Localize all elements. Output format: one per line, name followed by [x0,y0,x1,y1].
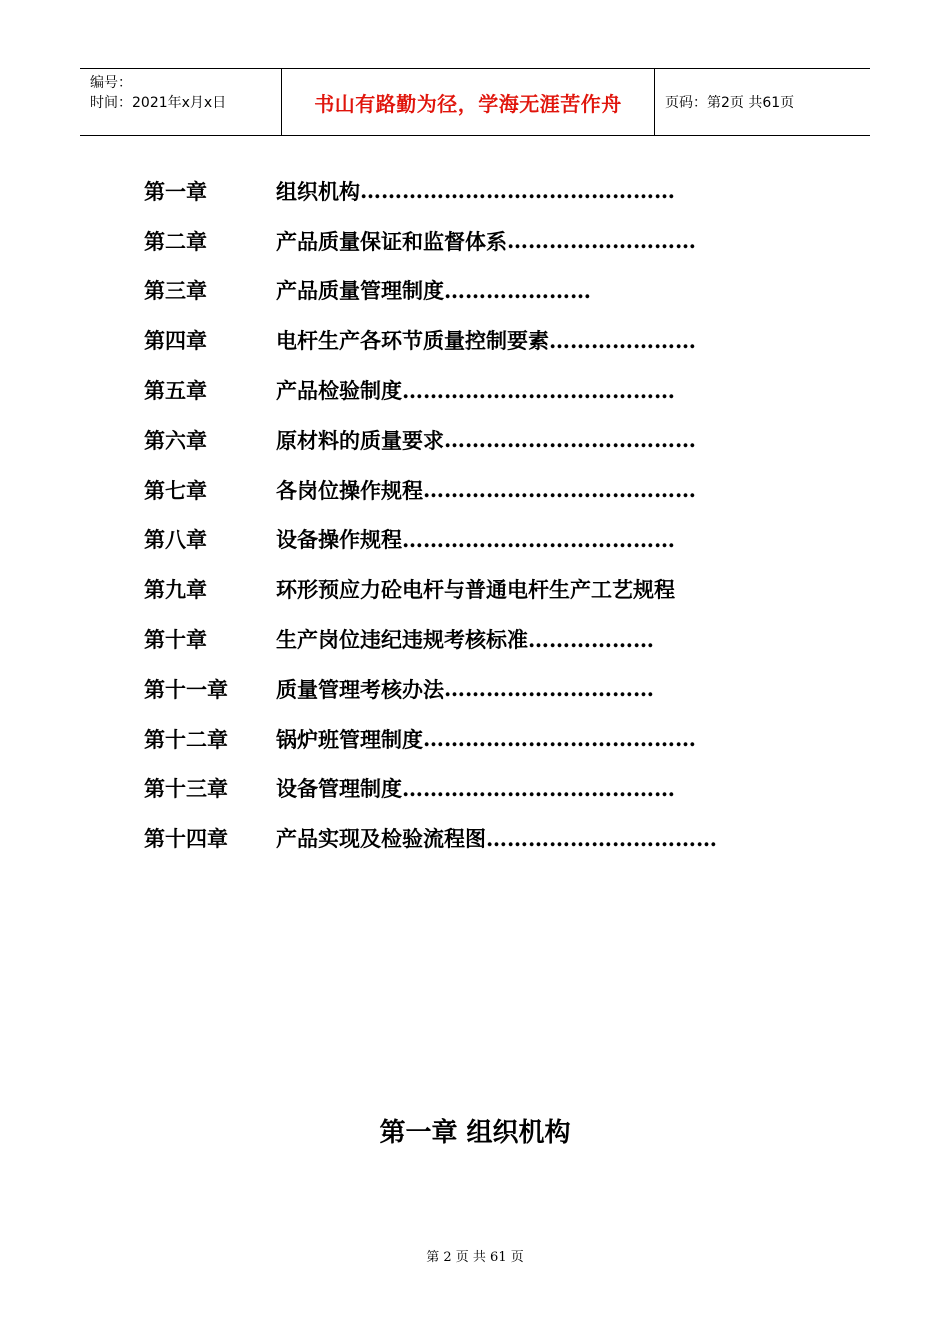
toc-chapter: 第四章 [144,328,207,354]
header-page-info: 页码：第2页 共61页 [665,95,795,111]
toc-leader: ………………………………… [402,526,675,552]
toc-chapter: 第六章 [144,427,207,453]
toc-row[interactable] [144,365,764,415]
toc-title: 各岗位操作规程 [276,477,423,503]
toc-title: 环形预应力砼电杆与普通电杆生产工艺规程 [276,577,675,603]
toc-leader: ………………………………… [402,377,675,403]
toc-row[interactable] [144,614,764,664]
toc-chapter: 第十章 [144,627,207,653]
toc-leader: ………………………………… [423,726,696,752]
date-label: 时间：2021年x月x日 [90,95,227,111]
toc-chapter: 第十二章 [144,726,228,752]
toc-leader: ………………………… [444,676,654,702]
toc-leader: ………………… [444,277,591,303]
header-left-cell [80,69,282,135]
toc-title: 电杆生产各环节质量控制要素 [276,328,549,354]
toc-title: 质量管理考核办法 [276,676,444,702]
toc-title: 组织机构 [276,178,360,204]
toc-title: 生产岗位违纪违规考核标准 [276,627,528,653]
toc-leader: ………………………………… [423,477,696,503]
toc-row[interactable] [144,216,764,266]
toc-row[interactable] [144,564,764,614]
toc-title: 设备操作规程 [276,527,402,553]
toc-title: 产品实现及检验流程图 [276,826,486,852]
toc-title: 原材料的质量要求 [276,427,444,453]
toc-chapter: 第二章 [144,228,207,254]
toc-chapter: 第九章 [144,577,207,603]
toc-leader: …………………………… [486,825,717,851]
toc-row[interactable] [144,266,764,316]
toc-row[interactable] [144,415,764,465]
toc-leader: ……………… [528,626,654,652]
toc-chapter: 第五章 [144,378,207,404]
toc-row[interactable] [144,664,764,714]
toc-chapter: 第一章 [144,178,207,204]
toc-row[interactable] [144,465,764,515]
toc-leader: ……………………………………… [360,178,675,204]
toc-row[interactable] [144,515,764,565]
toc-chapter: 第十四章 [144,826,228,852]
toc-row[interactable] [144,764,764,814]
toc-row[interactable] [144,315,764,365]
toc-leader: ……………………… [507,228,696,254]
header-motto: 书山有路勤为径，学海无涯苦作舟 [282,69,655,135]
toc-row[interactable] [144,813,764,863]
toc-chapter: 第七章 [144,477,207,503]
table-of-contents [144,166,764,863]
toc-chapter: 第十三章 [144,776,228,802]
toc-leader: ………………… [549,327,696,353]
toc-chapter: 第三章 [144,278,207,304]
number-label: 编号： [90,75,132,91]
toc-row[interactable] [144,714,764,764]
toc-chapter: 第八章 [144,527,207,553]
toc-title: 设备管理制度 [276,776,402,802]
toc-title: 产品质量管理制度 [276,278,444,304]
toc-chapter: 第十一章 [144,676,228,702]
page-footer: 第 2 页 共 61 页 [426,1250,524,1265]
toc-leader: ………………………………… [402,775,675,801]
page-header [80,68,870,136]
toc-title: 产品检验制度 [276,378,402,404]
toc-title: 产品质量保证和监督体系 [276,228,507,254]
toc-leader: ……………………………… [444,427,696,453]
section-heading: 第一章 组织机构 [379,1118,571,1148]
toc-row[interactable] [144,166,764,216]
toc-title: 锅炉班管理制度 [276,726,423,752]
